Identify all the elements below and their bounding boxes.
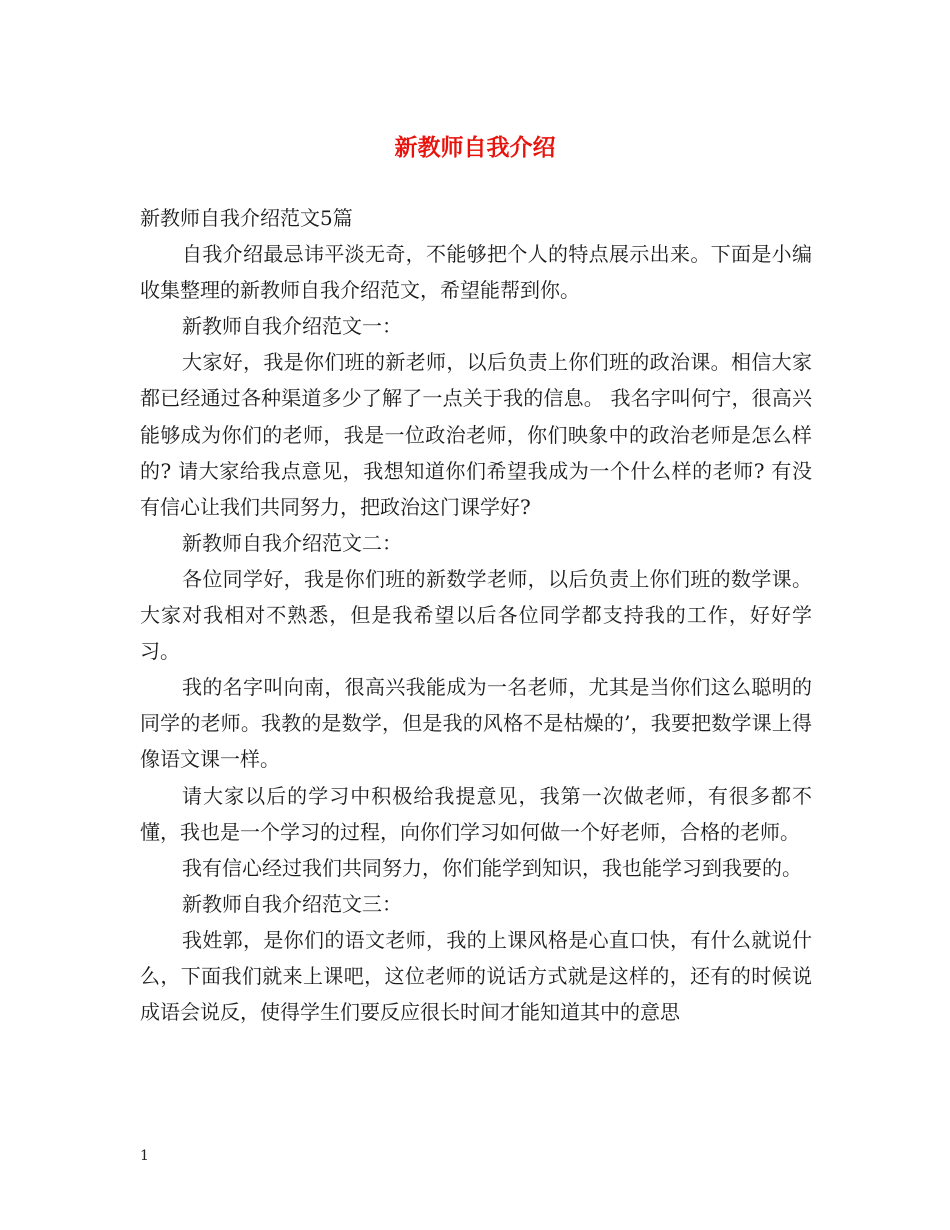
paragraph-9: 新教师自我介绍范文三：	[182, 891, 402, 916]
paragraph-2: 新教师自我介绍范文一：	[182, 314, 402, 339]
paragraph-4: 新教师自我介绍范文二：	[182, 530, 402, 555]
paragraph-10: 我姓郭，是你们的语文老师，我的上课风格是心直口快，有什么就说什么，下面我们就来上课吧，这位老师的说话方式就是这样的，还有的时候说成语会说反，使得学生们要反应很长时间才能知道其中的意思	[140, 927, 812, 1025]
paragraph-5: 各位同学好，我是你们班的新数学老师，以后负责上你们班的数学课。大家对我相对不熟悉，但是我希望以后各位同学都支持我的工作，好好学习。	[140, 566, 812, 664]
paragraph-0: 新教师自我介绍范文5篇	[140, 206, 353, 230]
paragraph-1: 自我介绍最忌讳平淡无奇，不能够把个人的特点展示出来。下面是小编收集整理的新教师自我介绍范文，希望能帮到你。	[140, 242, 812, 303]
page-number: 1	[140, 1148, 149, 1164]
paragraph-8: 我有信心经过我们共同努力，你们能学到知识，我也能学习到我要的。	[182, 855, 802, 880]
document-title: 新教师自我介绍	[394, 134, 556, 161]
paragraph-6: 我的名字叫向南，很高兴我能成为一名老师，尤其是当你们这么聪明的同学的老师。我教的是数学，但是我的风格不是枯燥的’，我要把数学课上得像语文课一样。	[140, 675, 812, 772]
paragraph-7: 请大家以后的学习中积极给我提意见，我第一次做老师，有很多都不懂，我也是一个学习的过程，向你们学习如何做一个好老师，合格的老师。	[140, 783, 812, 844]
document-body	[140, 200, 812, 1030]
paragraph-3: 大家好，我是你们班的新老师，以后负责上你们班的政治课。相信大家都已经通过各种渠道多少了解了一点关于我的信息。 我名字叫何宁，很高兴能够成为你们的老师，我是一位政治老师，你们映象中的政治老师是怎么样的? 请大家给我点意见，我想知道你们希望我成为一个什么样的老师? 有没有信心让我们共同努力，把政治这门课学好?	[140, 350, 812, 519]
